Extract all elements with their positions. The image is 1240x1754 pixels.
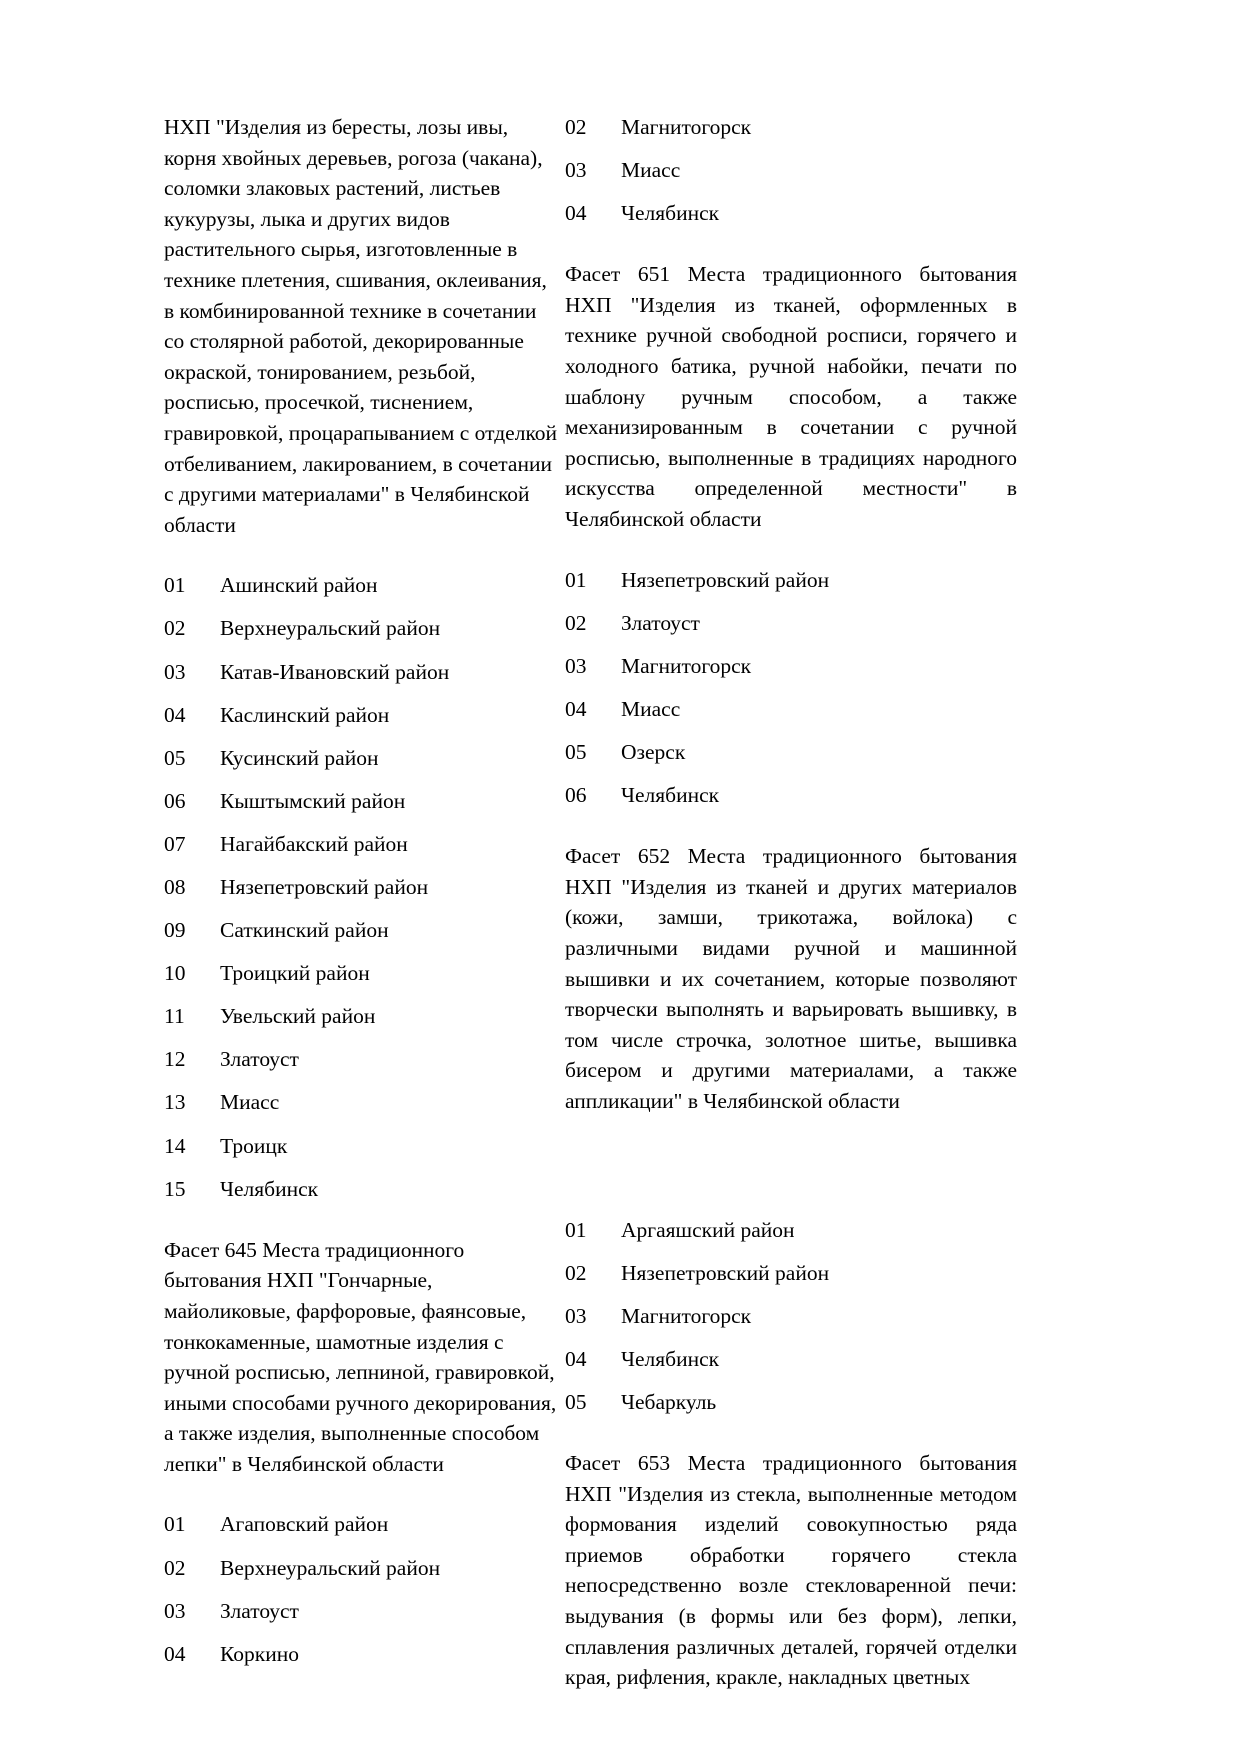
- list-item[interactable]: [164, 1001, 560, 1032]
- list-item-code: 03: [565, 653, 587, 678]
- list-item-code: 04: [565, 696, 587, 721]
- list-facet-644-places: [164, 570, 560, 1204]
- list-item[interactable]: [565, 1215, 1017, 1246]
- list-item-code: 02: [164, 1555, 186, 1580]
- list-item-label: Магнитогорск: [621, 1303, 752, 1328]
- list-item-code: 05: [565, 740, 587, 764]
- list-facet-644-continued: [565, 112, 1017, 229]
- list-item-code: 03: [164, 659, 186, 684]
- list-item-code: 10: [164, 961, 186, 986]
- list-item[interactable]: [164, 958, 560, 989]
- list-item[interactable]: [565, 1301, 1017, 1332]
- list-item-code: 06: [164, 788, 186, 813]
- list-facet-652-places: [565, 1215, 1017, 1418]
- paragraph-facet-653: Фасет 653 Места традиционного бытования НХП "Изделия из стекла, выполненные методом формования изделий совокупностью ряда приемов обработки горячего стекла непосредственно возле стекловаренной печи: выдувания (в формы или без форм), лепки, сплавления различных деталей, горячей отделки края, рифления, кракле, накладных цветных: [565, 1451, 1017, 1690]
- paragraph-facet-652: Фасет 652 Места традиционного бытования НХП "Изделия из тканей и других материалов (кожи, замши, трикотажа, войлока) с различными видами ручной и машинной вышивки и их сочетанием, которые позволяют творчески выполнять и варьировать вышивку, в том числе строчка, золотное шитье, вышивка бисером и другими материалами, а также аппликации" в Челябинской области: [565, 844, 1017, 1113]
- list-item-label: Нязепетровский район: [621, 567, 830, 592]
- list-item-code: 01: [164, 573, 186, 598]
- list-item-label: Агаповский район: [220, 1512, 389, 1537]
- list-item[interactable]: [164, 915, 560, 946]
- list-item[interactable]: [164, 1509, 560, 1540]
- list-item-code: 12: [164, 1047, 186, 1072]
- paragraph-nhp-bereста: НХП "Изделия из бересты, лозы ивы, корня хвойных деревьев, рогоза (чакана), соломки злаковых растений, листьев кукурузы, лыка и других видов растительного сырья, изготовленные в технике плетения, сшивания, оклеивания, в комбинированной технике в сочетании со столярной работой, декорированные окраской, тонированием, резьбой, росписью, просечкой, тиснением, гравировкой, процарапыванием с отделкой отбеливанием, лакированием, в сочетании с другими материалами" в Челябинской области: [164, 115, 558, 537]
- list-item[interactable]: [164, 570, 560, 601]
- list-item-label: Ашинский район: [220, 573, 378, 598]
- list-item[interactable]: [565, 198, 1017, 229]
- list-item-code: 03: [565, 158, 587, 183]
- spacer: [565, 823, 1017, 841]
- spacer: [565, 535, 1017, 565]
- list-item-label: Саткинский район: [220, 918, 389, 943]
- list-item[interactable]: [164, 1174, 560, 1205]
- list-item[interactable]: [164, 872, 560, 903]
- right-column: [565, 112, 1017, 1693]
- list-item-label: Коркино: [220, 1641, 299, 1666]
- list-item-code: 07: [164, 831, 186, 856]
- list-item-label: Троицкий район: [220, 961, 370, 986]
- list-item-label: Верхнеуральский район: [220, 616, 441, 641]
- list-item-label: Нязепетровский район: [621, 1260, 830, 1285]
- list-item-label: Миасс: [621, 158, 681, 183]
- list-item-label: Увельский район: [220, 1004, 376, 1029]
- list-item-code: 04: [565, 201, 587, 226]
- list-item-code: 03: [164, 1598, 186, 1623]
- spacer: [164, 1479, 560, 1509]
- list-item-label: Златоуст: [621, 610, 700, 635]
- list-item-label: Миасс: [220, 1090, 280, 1115]
- spacer: [565, 241, 1017, 259]
- list-item-code: 02: [565, 115, 587, 139]
- list-item[interactable]: [565, 651, 1017, 682]
- list-item[interactable]: [565, 694, 1017, 725]
- list-item-code: 02: [565, 610, 587, 635]
- paragraph-facet-651: Фасет 651 Места традиционного бытования НХП "Изделия из тканей, оформленных в технике ручной свободной росписи, горячего и холодного батика, ручной набойки, печати по шаблону ручным способом, а также механизированным в сочетании с ручной росписью, выполненные в традициях народного искусства определенной местности" в Челябинской области: [565, 262, 1017, 532]
- spacer: [164, 540, 560, 570]
- list-item[interactable]: [565, 608, 1017, 639]
- list-item-label: Челябинск: [621, 783, 720, 808]
- list-item-code: 06: [565, 783, 587, 808]
- list-item-code: 02: [164, 616, 186, 641]
- left-column: [164, 112, 560, 1682]
- list-item[interactable]: [565, 737, 1017, 768]
- spacer: [565, 1430, 1017, 1448]
- list-item-code: 04: [164, 1641, 186, 1666]
- list-item[interactable]: [164, 1553, 560, 1584]
- list-item-label: Аргаяшский район: [621, 1217, 795, 1242]
- list-item-code: 13: [164, 1090, 186, 1115]
- list-item[interactable]: [164, 829, 560, 860]
- list-item[interactable]: [164, 1131, 560, 1162]
- list-item-label: Верхнеуральский район: [220, 1555, 441, 1580]
- list-item-label: Златоуст: [220, 1047, 299, 1072]
- list-item[interactable]: [164, 613, 560, 644]
- list-item[interactable]: [565, 780, 1017, 811]
- list-item-label: Нязепетровский район: [220, 874, 429, 899]
- list-item-code: 01: [164, 1512, 186, 1537]
- list-item[interactable]: [565, 565, 1017, 596]
- list-item-label: Челябинск: [621, 1346, 720, 1371]
- list-facet-651-places: [565, 565, 1017, 811]
- list-facet-645-places: [164, 1509, 560, 1669]
- list-item-code: 02: [565, 1260, 587, 1285]
- list-item-label: Кыштымский район: [220, 788, 406, 813]
- list-item-label: Троицк: [220, 1133, 288, 1158]
- list-item-label: Челябинск: [220, 1176, 319, 1201]
- list-item-code: 04: [565, 1346, 587, 1371]
- list-item-code: 03: [565, 1303, 587, 1328]
- paragraph-facet-645: Фасет 645 Места традиционного бытования НХП "Гончарные, майоликовые, фарфоровые, фаянсовые, тонкокаменные, шамотные изделия с ручной росписью, лепниной, гравировкой, иными способами ручного декорирования, а также изделия, выполненные способом лепки" в Челябинской области: [164, 1237, 557, 1476]
- list-item-code: 15: [164, 1176, 186, 1201]
- list-item-label: Кусинский район: [220, 745, 379, 770]
- list-item-label: Магнитогорск: [621, 653, 752, 678]
- list-item-code: 09: [164, 918, 186, 943]
- list-item-code: 14: [164, 1133, 186, 1158]
- spacer: [164, 1217, 560, 1235]
- list-item[interactable]: [164, 1087, 560, 1118]
- list-item[interactable]: [164, 1639, 560, 1670]
- list-item-code: 01: [565, 1217, 587, 1242]
- list-item[interactable]: [565, 1344, 1017, 1375]
- list-item[interactable]: [565, 1387, 1017, 1418]
- list-item[interactable]: [565, 1258, 1017, 1289]
- list-item[interactable]: [164, 1044, 560, 1075]
- list-item-label: Озерск: [621, 740, 686, 764]
- list-item[interactable]: [164, 1596, 560, 1627]
- list-item[interactable]: [164, 657, 560, 688]
- list-item-label: Чебаркуль: [621, 1389, 717, 1414]
- list-item[interactable]: [565, 155, 1017, 186]
- list-item-code: 01: [565, 567, 587, 592]
- list-item-code: 05: [565, 1389, 587, 1414]
- list-item-label: Челябинск: [621, 201, 720, 226]
- list-item-label: Магнитогорск: [621, 115, 752, 139]
- list-item-label: Нагайбакский район: [220, 831, 408, 856]
- list-item-code: 11: [164, 1004, 185, 1029]
- spacer: [565, 1117, 1017, 1215]
- list-item-code: 04: [164, 702, 186, 727]
- list-item-code: 08: [164, 874, 186, 899]
- list-item[interactable]: [565, 112, 1017, 143]
- list-item-code: 05: [164, 745, 186, 770]
- list-item-label: Каслинский район: [220, 702, 390, 727]
- list-item[interactable]: [164, 743, 560, 774]
- list-item-label: Златоуст: [220, 1598, 299, 1623]
- list-item[interactable]: [164, 786, 560, 817]
- list-item-label: Миасс: [621, 696, 681, 721]
- list-item[interactable]: [164, 700, 560, 731]
- list-item-label: Катав-Ивановский район: [220, 659, 450, 684]
